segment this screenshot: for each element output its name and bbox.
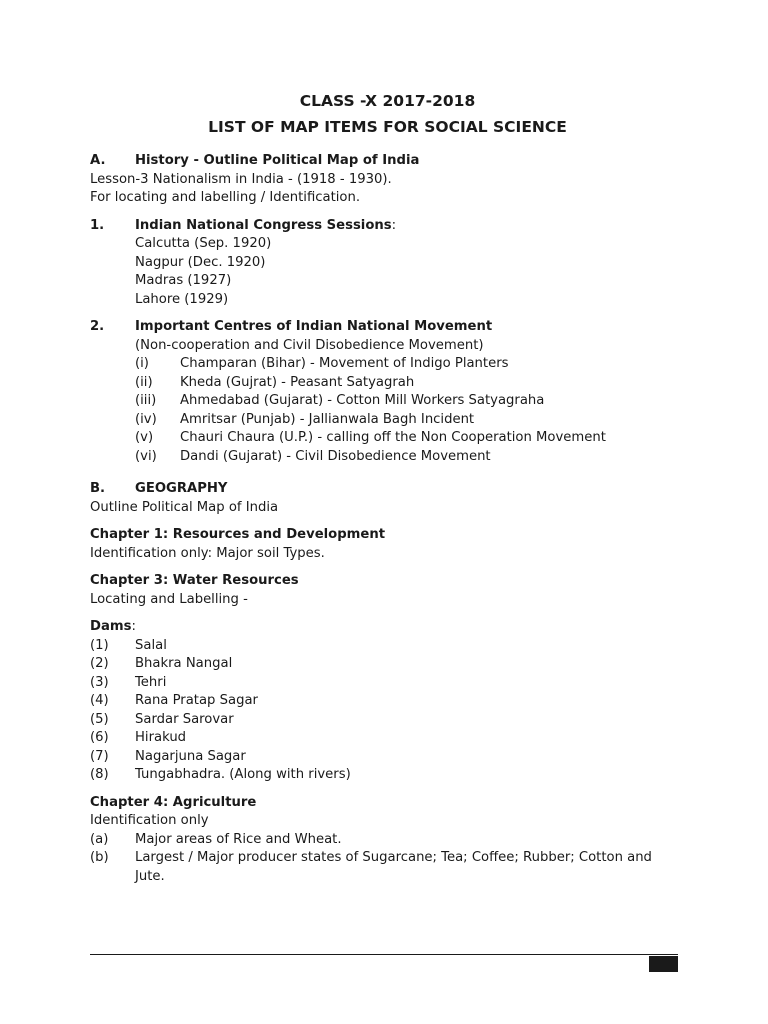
list-item [135, 448, 685, 467]
item-2-heading [90, 318, 685, 337]
section-b-heading [90, 480, 685, 499]
section-b-title: GEOGRAPHY [135, 481, 228, 496]
list-item [90, 637, 685, 656]
list-item-label: (iii) [135, 393, 157, 408]
agriculture-list [90, 831, 685, 887]
list-item-label: (8) [90, 767, 109, 782]
list-item [135, 355, 685, 374]
list-item-text: Major areas of Rice and Wheat. [135, 831, 342, 847]
list-item [90, 674, 685, 693]
list-item-text: Bhakra Nangal [135, 656, 233, 671]
list-item-text: Chauri Chaura (U.P.) - calling off the Non Cooperation Movement [180, 430, 606, 445]
chapter-4-title: : Agriculture [162, 794, 257, 810]
footer-divider [90, 954, 678, 955]
list-item [135, 429, 685, 448]
list-item-text: Sardar Sarovar [135, 711, 234, 727]
dams-heading [90, 618, 685, 637]
chapter-3-heading [90, 572, 685, 591]
section-a-title: History - Outline Political Map of India [135, 153, 420, 168]
chapter-1-line: Identification only: Major soil Types. [90, 545, 325, 561]
list-item-label: (3) [90, 674, 109, 690]
congress-sessions-list [135, 235, 685, 309]
list-item-text: Salal [135, 637, 167, 653]
list-item-label: (5) [90, 711, 109, 727]
chapter-3-line: Locating and Labelling - [90, 591, 248, 607]
chapter-4-heading [90, 794, 685, 813]
list-item-text: Largest / Major producer states of Sugarcane; Tea; Coffee; Rubber; Cotton and Jute. [135, 850, 652, 884]
list-item-label: (4) [90, 693, 109, 708]
list-item [90, 711, 685, 730]
item-1-number: 1. [90, 217, 105, 233]
chapter-3-title: : Water Resources [162, 573, 299, 588]
section-b-label: B. [90, 481, 106, 496]
list-item-label: (a) [90, 831, 109, 847]
list-item: Madras (1927) [135, 273, 232, 288]
chapter-4-line: Identification only [90, 813, 209, 828]
section-a-instruction: For locating and labelling / Identification. [90, 190, 361, 205]
list-item-label: (vi) [135, 448, 157, 464]
list-item [90, 831, 685, 850]
list-item-text: Tehri [135, 674, 167, 690]
list-item-text: Dandi (Gujarat) - Civil Disobedience Movement [180, 448, 491, 464]
dams-colon: : [131, 619, 136, 634]
list-item [90, 748, 685, 767]
list-item [90, 655, 685, 674]
list-item [90, 692, 685, 711]
item-2-subtitle: (Non-cooperation and Civil Disobedience Movement) [135, 337, 484, 353]
chapter-4-label: Chapter 4 [90, 794, 163, 810]
list-item-label: (ii) [135, 374, 153, 390]
chapter-3-label: Chapter 3 [90, 573, 163, 588]
list-item [90, 729, 685, 748]
page-number-block [649, 956, 678, 972]
list-item-text: Champaran (Bihar) - Movement of Indigo Planters [180, 356, 509, 371]
section-a-label: A. [90, 153, 106, 168]
chapter-1-heading: Chapter 1: Resources and Development [90, 527, 386, 542]
list-item [90, 766, 685, 785]
list-item-label: (2) [90, 656, 109, 671]
item-2-title: Important Centres of Indian National Movement [135, 319, 493, 334]
list-item-text: Ahmedabad (Gujarat) - Cotton Mill Workers Satyagraha [180, 393, 545, 408]
list-item-text: Amritsar (Punjab) - Jallianwala Bagh Incident [180, 411, 475, 427]
section-b-map-type: Outline Political Map of India [90, 499, 279, 515]
list-item-label: (v) [135, 430, 154, 445]
item-1-heading [90, 217, 685, 236]
list-title: LIST OF MAP ITEMS FOR SOCIAL SCIENCE [208, 118, 567, 136]
list-item [135, 411, 685, 430]
list-item: Calcutta (Sep. 1920) [135, 236, 272, 251]
list-item-text: Nagarjuna Sagar [135, 748, 246, 764]
list-item-text: Rana Pratap Sagar [135, 693, 258, 708]
section-a-lesson: Lesson-3 Nationalism in India - (1918 - 1930). [90, 171, 392, 187]
item-1-colon: : [391, 217, 397, 233]
document-page [90, 88, 685, 886]
section-a-heading [90, 152, 685, 171]
list-item-text: Tungabhadra. (Along with rivers) [135, 767, 351, 782]
list-item-label: (b) [90, 850, 109, 865]
document-header [90, 88, 685, 140]
class-title: CLASS -X 2017-2018 [299, 92, 476, 110]
list-item [135, 392, 685, 411]
list-item-label: (7) [90, 748, 109, 764]
list-item: Lahore (1929) [135, 291, 229, 307]
list-item-label: (6) [90, 730, 109, 745]
item-2-number: 2. [90, 319, 105, 334]
list-item [135, 374, 685, 393]
dams-title: Dams [90, 619, 132, 634]
list-item: Nagpur (Dec. 1920) [135, 254, 266, 270]
movement-centres-list [135, 337, 685, 467]
list-item-label: (1) [90, 637, 109, 653]
list-item [90, 849, 685, 886]
item-1-title: Indian National Congress Sessions [135, 217, 392, 233]
list-item-text: Hirakud [135, 730, 187, 745]
dams-list [90, 637, 685, 785]
list-item-label: (iv) [135, 411, 157, 427]
list-item-text: Kheda (Gujrat) - Peasant Satyagrah [180, 374, 415, 390]
list-item-label: (i) [135, 356, 149, 371]
